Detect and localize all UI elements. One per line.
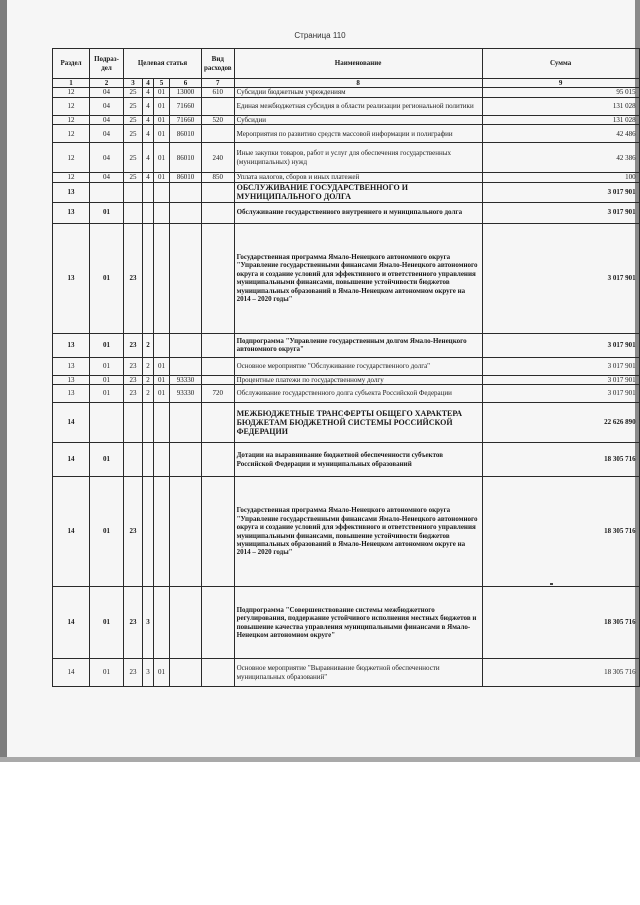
- cell-program: [124, 403, 143, 443]
- cell-subprogram: [143, 223, 154, 333]
- cell-program: 23: [124, 375, 143, 384]
- cell-direction: 13000: [170, 88, 202, 97]
- cell-podrazdel: 04: [90, 143, 124, 173]
- cell-subprogram: 3: [143, 659, 154, 687]
- cell-podrazdel: 01: [90, 357, 124, 375]
- cell-summa: 3 017 901: [482, 385, 639, 403]
- cell-direction: [170, 443, 202, 477]
- cell-event: [154, 443, 170, 477]
- cell-vid-rashodov: [202, 403, 235, 443]
- cell-event: [154, 202, 170, 223]
- cell-subprogram: 4: [143, 173, 154, 182]
- table-row: [53, 403, 640, 443]
- cell-summa: 3 017 901: [482, 223, 639, 333]
- cell-event: [154, 403, 170, 443]
- cell-subprogram: [143, 443, 154, 477]
- cell-podrazdel: 04: [90, 173, 124, 182]
- scan-mark: [550, 583, 553, 585]
- cell-direction: [170, 587, 202, 659]
- cell-event: 01: [154, 143, 170, 173]
- cell-program: [124, 443, 143, 477]
- cell-vid-rashodov: [202, 223, 235, 333]
- cell-summa: 3 017 901: [482, 357, 639, 375]
- cell-vid-rashodov: 610: [202, 88, 235, 97]
- cell-naimenovanie: Обслуживание государственного долга субъекта Российской Федерации: [234, 385, 482, 403]
- cell-naimenovanie: Государственная программа Ямало-Ненецкого автономного округа "Управление государственными финансами Ямало-Ненецкого автономного округа и создание условий для эффективного и ответственного управления муниципальными финансами, повышение устойчивости бюджетов муниципальных образований в Ямало-Ненецком автономном округе на 2014 – 2020 годы": [234, 477, 482, 587]
- column-numbers-row: [53, 79, 640, 88]
- cell-event: 01: [154, 88, 170, 97]
- cell-direction: 71660: [170, 97, 202, 115]
- col-number: 7: [202, 79, 235, 88]
- cell-event: [154, 333, 170, 357]
- cell-vid-rashodov: [202, 125, 235, 143]
- cell-vid-rashodov: 850: [202, 173, 235, 182]
- cell-direction: [170, 182, 202, 202]
- table-row: [53, 173, 640, 182]
- cell-subprogram: 2: [143, 357, 154, 375]
- cell-vid-rashodov: [202, 477, 235, 587]
- cell-summa: 18 305 716: [482, 659, 639, 687]
- cell-program: 23: [124, 477, 143, 587]
- table-row: [53, 97, 640, 115]
- cell-razdel: 12: [53, 173, 90, 182]
- header-summa: Сумма: [482, 49, 639, 79]
- header-celevaya-statya: Целевая статья: [124, 49, 202, 79]
- cell-razdel: 12: [53, 88, 90, 97]
- col-number: 1: [53, 79, 90, 88]
- cell-summa: 3 017 901: [482, 202, 639, 223]
- cell-naimenovanie: Мероприятия по развитию средств массовой информации и полиграфии: [234, 125, 482, 143]
- cell-razdel: 12: [53, 115, 90, 124]
- cell-vid-rashodov: [202, 659, 235, 687]
- cell-summa: 3 017 901: [482, 182, 639, 202]
- table-row: [53, 587, 640, 659]
- cell-razdel: 14: [53, 587, 90, 659]
- budget-table: [52, 48, 640, 687]
- cell-program: [124, 182, 143, 202]
- cell-summa: 131 028: [482, 97, 639, 115]
- cell-program: 25: [124, 97, 143, 115]
- cell-program: 25: [124, 125, 143, 143]
- cell-naimenovanie: Дотации на выравнивание бюджетной обеспеченности субъектов Российской Федерации и муниципальных образований: [234, 443, 482, 477]
- scan-edge-bottom: [0, 757, 640, 762]
- cell-podrazdel: 04: [90, 97, 124, 115]
- cell-direction: [170, 403, 202, 443]
- cell-vid-rashodov: [202, 202, 235, 223]
- cell-program: [124, 202, 143, 223]
- cell-subprogram: 4: [143, 125, 154, 143]
- page-number: Страница 110: [294, 31, 346, 40]
- cell-direction: 86010: [170, 143, 202, 173]
- cell-subprogram: [143, 403, 154, 443]
- cell-naimenovanie: Основное мероприятие "Выравнивание бюджетной обеспеченности муниципальных образований": [234, 659, 482, 687]
- cell-razdel: 14: [53, 659, 90, 687]
- col-number: 3: [124, 79, 143, 88]
- cell-summa: 18 305 716: [482, 587, 639, 659]
- header-naimenovanie: Наименование: [234, 49, 482, 79]
- cell-direction: 93330: [170, 375, 202, 384]
- cell-summa: 95 015: [482, 88, 639, 97]
- table-body: [53, 88, 640, 687]
- cell-event: 01: [154, 173, 170, 182]
- cell-razdel: 13: [53, 385, 90, 403]
- cell-razdel: 12: [53, 125, 90, 143]
- cell-summa: 18 305 716: [482, 443, 639, 477]
- cell-subprogram: 2: [143, 375, 154, 384]
- cell-direction: 71660: [170, 115, 202, 124]
- cell-naimenovanie: ОБСЛУЖИВАНИЕ ГОСУДАРСТВЕННОГО И МУНИЦИПАЛЬНОГО ДОЛГА: [234, 182, 482, 202]
- cell-program: 23: [124, 385, 143, 403]
- cell-program: 25: [124, 173, 143, 182]
- cell-podrazdel: 04: [90, 115, 124, 124]
- cell-program: 25: [124, 143, 143, 173]
- cell-razdel: 13: [53, 375, 90, 384]
- cell-naimenovanie: Процентные платежи по государственному долгу: [234, 375, 482, 384]
- cell-naimenovanie: Обслуживание государственного внутреннего и муниципального долга: [234, 202, 482, 223]
- cell-razdel: 12: [53, 143, 90, 173]
- cell-event: 01: [154, 375, 170, 384]
- table-row: [53, 182, 640, 202]
- header-vid-rashodov: Вид расходов: [202, 49, 235, 79]
- cell-subprogram: 2: [143, 385, 154, 403]
- cell-program: 25: [124, 115, 143, 124]
- cell-direction: 86010: [170, 173, 202, 182]
- cell-subprogram: [143, 202, 154, 223]
- cell-direction: [170, 202, 202, 223]
- cell-naimenovanie: Субсидии: [234, 115, 482, 124]
- cell-summa: 18 305 716: [482, 477, 639, 587]
- table-row: [53, 385, 640, 403]
- cell-naimenovanie: Государственная программа Ямало-Ненецкого автономного округа "Управление государственными финансами Ямало-Ненецкого автономного округа и создание условий для эффективного и ответственного управления муниципальными финансами, повышение устойчивости бюджетов муниципальных образований в Ямало-Ненецком автономном округе на 2014 – 2020 годы": [234, 223, 482, 333]
- cell-naimenovanie: Подпрограмма "Управление государственным долгом Ямало-Ненецкого автономного округа": [234, 333, 482, 357]
- cell-event: 01: [154, 97, 170, 115]
- cell-podrazdel: [90, 403, 124, 443]
- cell-vid-rashodov: 720: [202, 385, 235, 403]
- cell-direction: [170, 333, 202, 357]
- table-row: [53, 659, 640, 687]
- cell-vid-rashodov: [202, 443, 235, 477]
- cell-podrazdel: 01: [90, 385, 124, 403]
- header-podrazdel: Подраз-дел: [90, 49, 124, 79]
- scan-edge-left: [0, 0, 7, 760]
- cell-vid-rashodov: 240: [202, 143, 235, 173]
- cell-summa: 3 017 901: [482, 333, 639, 357]
- cell-vid-rashodov: [202, 357, 235, 375]
- cell-program: 23: [124, 587, 143, 659]
- table-row: [53, 143, 640, 173]
- col-number: 8: [234, 79, 482, 88]
- cell-razdel: 14: [53, 477, 90, 587]
- cell-event: 01: [154, 357, 170, 375]
- cell-razdel: 13: [53, 182, 90, 202]
- cell-podrazdel: 01: [90, 659, 124, 687]
- cell-vid-rashodov: [202, 97, 235, 115]
- cell-podrazdel: [90, 182, 124, 202]
- cell-podrazdel: 01: [90, 375, 124, 384]
- cell-naimenovanie: Субсидии бюджетным учреждениям: [234, 88, 482, 97]
- cell-direction: [170, 357, 202, 375]
- cell-subprogram: [143, 477, 154, 587]
- col-number: 5: [154, 79, 170, 88]
- table-row: [53, 115, 640, 124]
- cell-vid-rashodov: [202, 375, 235, 384]
- cell-subprogram: [143, 182, 154, 202]
- cell-event: 01: [154, 659, 170, 687]
- cell-podrazdel: 01: [90, 333, 124, 357]
- cell-summa: 42 486: [482, 125, 639, 143]
- table-header: [53, 49, 640, 88]
- cell-event: 01: [154, 115, 170, 124]
- cell-podrazdel: 01: [90, 587, 124, 659]
- cell-direction: 86010: [170, 125, 202, 143]
- table-row: [53, 357, 640, 375]
- cell-event: 01: [154, 125, 170, 143]
- cell-summa: 3 017 901: [482, 375, 639, 384]
- cell-subprogram: 3: [143, 587, 154, 659]
- cell-direction: [170, 477, 202, 587]
- col-number: 4: [143, 79, 154, 88]
- cell-naimenovanie: Иные закупки товаров, работ и услуг для обеспечения государственных (муниципальных) нужд: [234, 143, 482, 173]
- table-row: [53, 333, 640, 357]
- cell-event: [154, 223, 170, 333]
- table-row: [53, 375, 640, 384]
- cell-subprogram: 4: [143, 97, 154, 115]
- cell-program: 23: [124, 357, 143, 375]
- header-razdel: Раздел: [53, 49, 90, 79]
- cell-summa: 22 626 890: [482, 403, 639, 443]
- table-row: [53, 443, 640, 477]
- cell-vid-rashodov: [202, 587, 235, 659]
- cell-direction: [170, 659, 202, 687]
- cell-naimenovanie: Уплата налогов, сборов и иных платежей: [234, 173, 482, 182]
- cell-summa: 42 386: [482, 143, 639, 173]
- cell-summa: 131 028: [482, 115, 639, 124]
- cell-summa: 100: [482, 173, 639, 182]
- table-row: [53, 125, 640, 143]
- cell-subprogram: 4: [143, 143, 154, 173]
- cell-program: 23: [124, 223, 143, 333]
- cell-vid-rashodov: 520: [202, 115, 235, 124]
- cell-podrazdel: 04: [90, 125, 124, 143]
- cell-program: 25: [124, 88, 143, 97]
- cell-subprogram: 4: [143, 115, 154, 124]
- cell-event: [154, 587, 170, 659]
- cell-podrazdel: 01: [90, 202, 124, 223]
- cell-program: 23: [124, 659, 143, 687]
- cell-podrazdel: 01: [90, 223, 124, 333]
- cell-podrazdel: 01: [90, 443, 124, 477]
- cell-subprogram: 2: [143, 333, 154, 357]
- cell-razdel: 14: [53, 403, 90, 443]
- cell-razdel: 12: [53, 97, 90, 115]
- cell-naimenovanie: МЕЖБЮДЖЕТНЫЕ ТРАНСФЕРТЫ ОБЩЕГО ХАРАКТЕРА БЮДЖЕТАМ БЮДЖЕТНОЙ СИСТЕМЫ РОССИЙСКОЙ ФЕДЕРАЦИИ: [234, 403, 482, 443]
- cell-razdel: 13: [53, 357, 90, 375]
- table-row: [53, 202, 640, 223]
- cell-podrazdel: 04: [90, 88, 124, 97]
- cell-event: [154, 477, 170, 587]
- cell-vid-rashodov: [202, 333, 235, 357]
- col-number: 6: [170, 79, 202, 88]
- col-number: 2: [90, 79, 124, 88]
- cell-vid-rashodov: [202, 182, 235, 202]
- cell-naimenovanie: Единая межбюджетная субсидия в области реализации региональной политики: [234, 97, 482, 115]
- table-row: [53, 223, 640, 333]
- cell-direction: 93330: [170, 385, 202, 403]
- cell-razdel: 13: [53, 202, 90, 223]
- cell-event: [154, 182, 170, 202]
- cell-event: 01: [154, 385, 170, 403]
- cell-razdel: 13: [53, 223, 90, 333]
- cell-naimenovanie: Подпрограмма "Совершенствование системы межбюджетного регулирования, поддержание устойчивого исполнения местных бюджетов и повышение качества управления муниципальными финансами в Ямало-Ненецком автономном округе": [234, 587, 482, 659]
- table-row: [53, 477, 640, 587]
- cell-naimenovanie: Основное мероприятие "Обслуживание государственного долга": [234, 357, 482, 375]
- cell-razdel: 13: [53, 333, 90, 357]
- table-row: [53, 88, 640, 97]
- col-number: 9: [482, 79, 639, 88]
- cell-razdel: 14: [53, 443, 90, 477]
- cell-program: 23: [124, 333, 143, 357]
- cell-direction: [170, 223, 202, 333]
- cell-subprogram: 4: [143, 88, 154, 97]
- cell-podrazdel: 01: [90, 477, 124, 587]
